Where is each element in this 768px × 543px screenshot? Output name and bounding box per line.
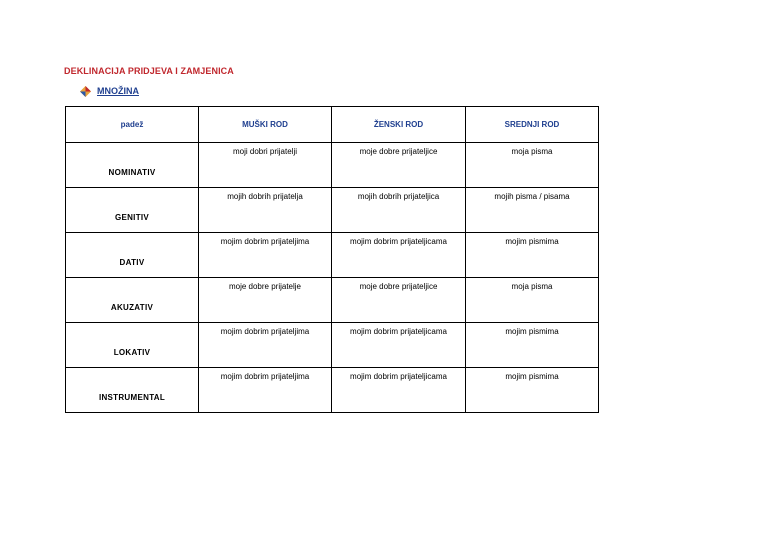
header-masculine: MUŠKI ROD [199, 107, 332, 143]
form-cell: mojih dobrih prijateljica [332, 188, 466, 233]
form-cell: mojih dobrih prijatelja [199, 188, 332, 233]
form-cell: moje dobre prijateljice [332, 278, 466, 323]
form-cell: mojim pismima [466, 368, 599, 413]
case-label: NOMINATIV [66, 143, 199, 188]
section-label: MNOŽINA [97, 86, 139, 96]
form-cell: mojim pismima [466, 323, 599, 368]
case-label: DATIV [66, 233, 199, 278]
diamond-bullet-icon [80, 86, 91, 97]
form-cell: moja pisma [466, 278, 599, 323]
table-header-row [66, 107, 599, 143]
case-label: LOKATIV [66, 323, 199, 368]
form-cell: moji dobri prijatelji [199, 143, 332, 188]
table-row [66, 368, 599, 413]
header-feminine: ŽENSKI ROD [332, 107, 466, 143]
form-cell: mojim dobrim prijateljima [199, 233, 332, 278]
section-heading [80, 84, 139, 98]
case-label: GENITIV [66, 188, 199, 233]
table-row [66, 188, 599, 233]
form-cell: mojim pismima [466, 233, 599, 278]
table-row [66, 143, 599, 188]
form-cell: mojim dobrim prijateljicama [332, 368, 466, 413]
form-cell: mojim dobrim prijateljicama [332, 233, 466, 278]
table-row [66, 233, 599, 278]
document-title: DEKLINACIJA PRIDJEVA I ZAMJENICA [64, 66, 234, 76]
form-cell: mojih pisma / pisama [466, 188, 599, 233]
case-label: INSTRUMENTAL [66, 368, 199, 413]
form-cell: moje dobre prijatelje [199, 278, 332, 323]
table-row [66, 278, 599, 323]
header-case: padež [66, 107, 199, 143]
declension-table [65, 106, 599, 413]
form-cell: mojim dobrim prijateljima [199, 323, 332, 368]
case-label: AKUZATIV [66, 278, 199, 323]
table-row [66, 323, 599, 368]
header-neuter: SREDNJI ROD [466, 107, 599, 143]
form-cell: moja pisma [466, 143, 599, 188]
form-cell: mojim dobrim prijateljicama [332, 323, 466, 368]
form-cell: mojim dobrim prijateljima [199, 368, 332, 413]
form-cell: moje dobre prijateljice [332, 143, 466, 188]
